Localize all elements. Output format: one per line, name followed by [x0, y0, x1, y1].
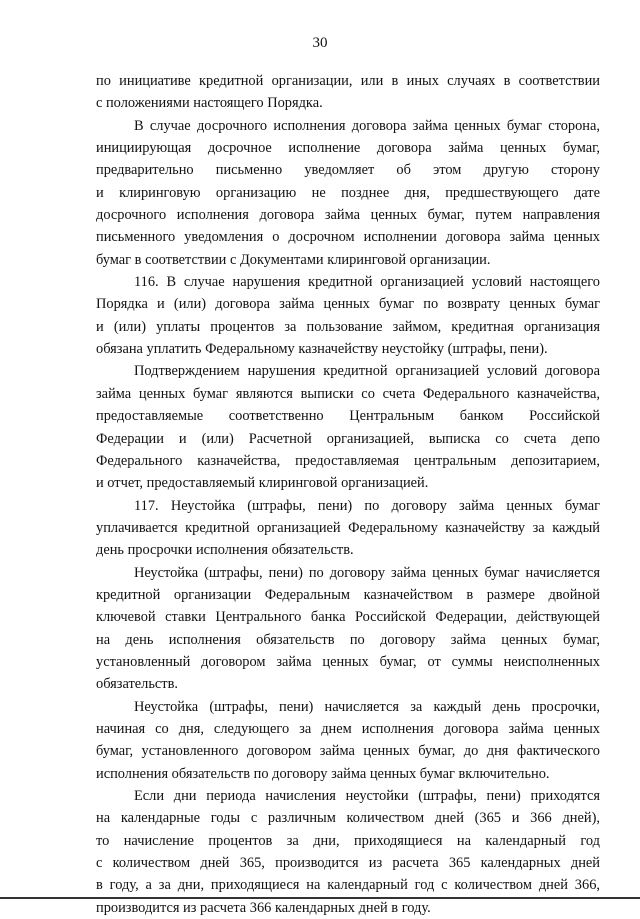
paragraph	[96, 562, 600, 696]
text-line: с количеством дней 365, производится из расчета 365 календарных дней	[96, 855, 600, 872]
document-body	[96, 70, 600, 919]
text-line: исполнения обязательств по договору займа ценных бумаг включительно.	[96, 765, 550, 782]
text-line: и отчет, предоставляемый клиринговой организацией.	[96, 475, 429, 492]
text-line: установленный договором займа ценных бумаг, от суммы неисполненных	[96, 653, 600, 670]
text-line: Неустойка (штрафы, пени) по договору займа ценных бумаг начисляется	[134, 564, 600, 581]
text-line: обязательств.	[96, 676, 178, 693]
text-line: то начисление процентов за дни, приходящиеся на календарный год	[96, 832, 600, 849]
text-line: письменного уведомления о досрочном исполнении договора займа ценных	[96, 229, 600, 246]
paragraph	[96, 70, 600, 115]
paragraph	[96, 696, 600, 785]
text-line: с положениями настоящего Порядка.	[96, 95, 323, 112]
text-line: день просрочки исполнения обязательств.	[96, 542, 354, 559]
text-line: ключевой ставки Центрального банка Российской Федерации, действующей	[96, 609, 600, 626]
text-line: Федерального казначейства, предоставляемая центральным депозитарием,	[96, 452, 600, 469]
text-line: предоставляемые соответственно Центральным банком Российской	[96, 408, 600, 425]
text-line: досрочного исполнения договора займа ценных бумаг, путем направления	[96, 207, 600, 224]
text-line: предварительно письменно уведомляет об этом другую сторону	[96, 162, 600, 179]
text-line: в году, а за дни, приходящиеся на календарный год с количеством дней 366,	[96, 877, 600, 894]
text-line: Неустойка (штрафы, пени) начисляется за каждый день просрочки,	[134, 698, 600, 715]
text-line: 117. Неустойка (штрафы, пени) по договору займа ценных бумаг	[134, 497, 600, 514]
text-line: кредитной организации Федеральным казначейством в размере двойной	[96, 586, 600, 603]
text-line: начиная со дня, следующего за днем исполнения договора займа ценных	[96, 720, 600, 737]
text-line: производится из расчета 366 календарных дней в году.	[96, 899, 431, 916]
paragraph	[96, 495, 600, 562]
text-line: займа ценных бумаг являются выписки со счета Федерального казначейства,	[96, 385, 600, 402]
text-line: В случае досрочного исполнения договора займа ценных бумаг сторона,	[134, 117, 600, 134]
text-line: бумаг, установленного договором займа ценных бумаг, до дня фактического	[96, 743, 600, 760]
text-line: обязана уплатить Федеральному казначейству неустойку (штрафы, пени).	[96, 341, 548, 358]
text-line: на календарные годы с различным количеством дней (365 и 366 дней),	[96, 810, 600, 827]
text-line: Порядка и (или) договора займа ценных бумаг по возврату ценных бумаг	[96, 296, 600, 313]
paragraph	[96, 360, 600, 494]
text-line: уплачивается кредитной организацией Федеральному казначейству за каждый	[96, 519, 600, 536]
text-line: на день исполнения обязательств по договору займа ценных бумаг,	[96, 631, 600, 648]
scan-bottom-edge	[0, 897, 640, 899]
text-line: 116. В случае нарушения кредитной организацией условий настоящего	[134, 274, 600, 291]
text-line: инициирующая досрочное исполнение договора займа ценных бумаг,	[96, 140, 600, 157]
page-number: 30	[312, 35, 328, 51]
text-line: и клиринговую организацию не позднее дня, предшествующего дате	[96, 184, 600, 201]
text-line: Если дни периода начисления неустойки (штрафы, пени) приходятся	[134, 788, 600, 804]
text-line: бумаг в соответствии с Документами клиринговой организации.	[96, 251, 491, 268]
paragraph	[96, 271, 600, 360]
text-line: Федерации и (или) Расчетной организацией, выписка со счета депо	[96, 430, 600, 447]
text-line: Подтверждением нарушения кредитной организацией условий договора	[134, 363, 600, 380]
paragraph	[96, 115, 600, 271]
text-line: и (или) уплаты процентов за пользование займом, кредитная организация	[96, 318, 600, 335]
text-line: по инициативе кредитной организации, или в иных случаях в соответствии	[96, 73, 600, 89]
